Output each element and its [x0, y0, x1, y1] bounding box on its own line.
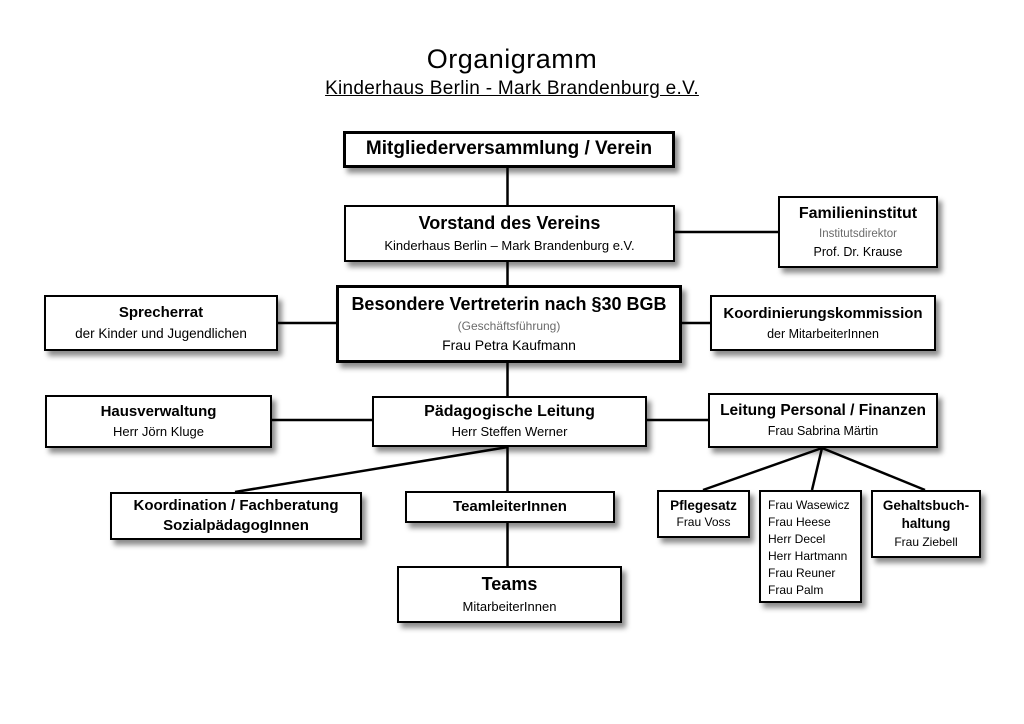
- box-teamleiterinnen: [405, 491, 615, 523]
- list-item: Frau Heese: [768, 515, 831, 530]
- box-title: Familieninstitut: [798, 205, 918, 222]
- box-title: Mitgliederversammlung / Verein: [365, 138, 653, 160]
- box-subtitle: der MitarbeiterInnen: [767, 326, 879, 341]
- box-pflegesatz: [657, 490, 750, 538]
- box-vorstand: [344, 205, 675, 262]
- box-title: Sprecherrat: [118, 304, 204, 322]
- list-item: Herr Hartmann: [768, 549, 848, 564]
- box-role: Institutsdirektor: [819, 227, 897, 240]
- box-personal-liste: [759, 490, 862, 603]
- box-familieninstitut: [778, 196, 938, 268]
- box-person: Prof. Dr. Krause: [813, 244, 903, 259]
- list-item: Frau Palm: [768, 583, 824, 598]
- box-title-line2: SozialpädagogInnen: [163, 517, 309, 534]
- box-person: Herr Steffen Werner: [451, 424, 568, 440]
- box-title-line1: Gehaltsbuch-: [882, 497, 970, 513]
- box-title: Vorstand des Vereins: [418, 213, 601, 234]
- box-koordinierungskommission: [710, 295, 936, 351]
- box-teams: [397, 566, 622, 623]
- list-item: Frau Wasewicz: [768, 498, 850, 512]
- box-title: Leitung Personal / Finanzen: [720, 402, 926, 420]
- box-paedagogische-leitung: [372, 396, 647, 447]
- box-title-line2: haltung: [901, 516, 951, 532]
- box-title: TeamleiterInnen: [453, 498, 567, 516]
- box-gehaltsbuchhaltung: [871, 490, 981, 558]
- page-subtitle: Kinderhaus Berlin - Mark Brandenburg e.V.: [325, 78, 699, 99]
- box-title-line1: Koordination / Fachberatung: [133, 496, 339, 514]
- box-title: Hausverwaltung: [100, 403, 217, 421]
- box-sprecherrat: [44, 295, 278, 351]
- box-subtitle: Kinderhaus Berlin – Mark Brandenburg e.V.: [384, 237, 635, 253]
- box-title: Besondere Vertreterin nach §30 BGB: [351, 294, 667, 315]
- box-leitung-personal-finanzen: [708, 393, 938, 448]
- list-item: Herr Decel: [768, 532, 826, 547]
- box-hausverwaltung: [45, 395, 272, 448]
- list-item: Frau Reuner: [768, 566, 836, 581]
- box-title: Pflegesatz: [670, 497, 737, 513]
- box-person: Frau Ziebell: [894, 535, 958, 550]
- box-person: Frau Petra Kaufmann: [442, 337, 576, 354]
- box-title: Koordinierungskommission: [723, 305, 923, 323]
- box-person: Frau Voss: [676, 515, 731, 530]
- box-subtitle: MitarbeiterInnen: [462, 599, 557, 615]
- box-person: Herr Jörn Kluge: [112, 423, 205, 439]
- box-besondere-vertreterin: [336, 285, 682, 363]
- page-title: Organigramm: [426, 44, 598, 74]
- box-title: Pädagogische Leitung: [424, 402, 595, 420]
- box-role: (Geschäftsführung): [457, 318, 561, 333]
- box-subtitle: der Kinder und Jugendlichen: [75, 325, 247, 341]
- box-title: Teams: [481, 573, 538, 594]
- box-mitgliederversammlung: [343, 131, 675, 168]
- box-koordination-fachberatung: [110, 492, 362, 540]
- box-person: Frau Sabrina Märtin: [767, 424, 879, 439]
